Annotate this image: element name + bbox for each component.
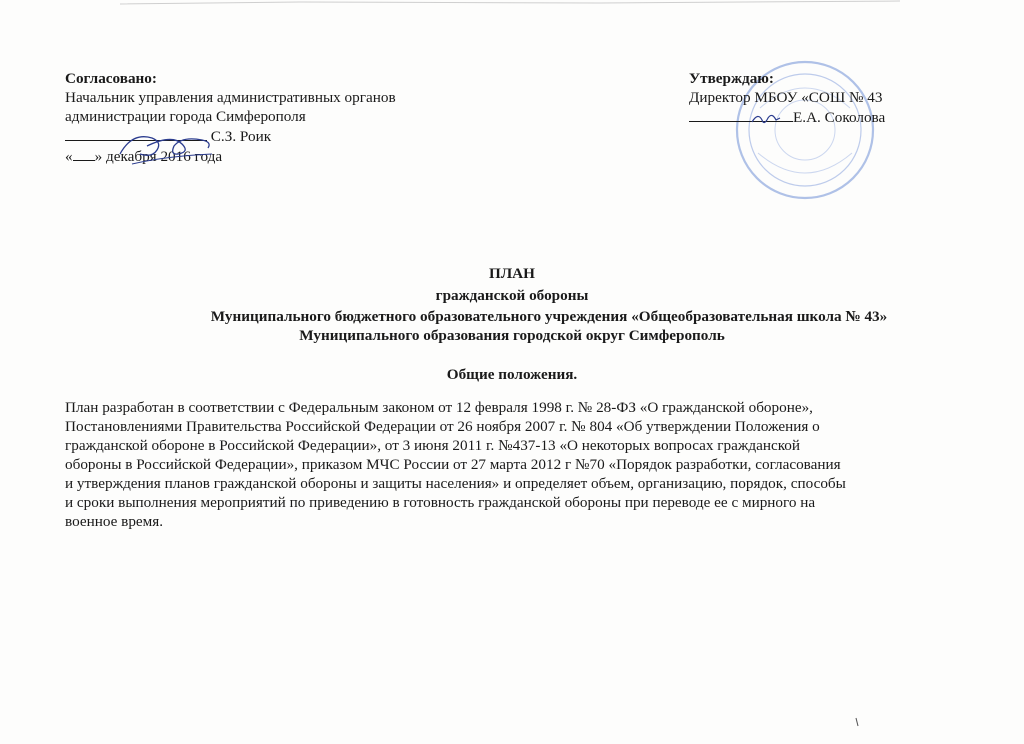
- section-heading: Общие положения.: [446, 366, 578, 383]
- body-line: гражданской обороне в Российской Федерации», от 3 июня 2011 г. №437-13 «О некоторых вопросах гражданской: [65, 437, 801, 454]
- approval-right-signer: Е.А. Соколова: [793, 109, 886, 126]
- body-paragraph: [65, 398, 965, 531]
- approval-left-organization: администрации города Симферополя: [65, 108, 306, 125]
- plan-institution: Муниципального бюджетного образовательного учреждения «Общеобразовательная школа № 43»: [210, 308, 888, 325]
- body-line: и сроки выполнения мероприятий по приведению в готовность гражданской обороны при переводе ее с мирного на: [65, 494, 816, 511]
- date-open-quote: «: [65, 148, 73, 165]
- approval-left-heading: Согласовано:: [65, 70, 157, 87]
- date-month-year: » декабря 2016 года: [94, 148, 223, 165]
- approval-right-heading: Утверждаю:: [689, 70, 774, 87]
- approval-right-position: Директор МБОУ «СОШ № 43: [689, 89, 883, 106]
- approval-left-signature-line: [65, 126, 485, 146]
- body-line: военное время.: [65, 513, 164, 530]
- approval-left-signer: С.З. Роик: [210, 128, 272, 145]
- signature-blank: [689, 107, 793, 122]
- approval-left-block: [65, 69, 485, 166]
- body-line: и утверждения планов гражданской обороны и защиты населения» и определяет объем, организацию, порядок, способы: [65, 475, 846, 492]
- plan-subtitle: гражданской обороны: [435, 287, 589, 304]
- body-line: Постановлениями Правительства Российской Федерации от 26 ноября 2007 г. № 804 «Об утверждении Положения о: [65, 418, 820, 435]
- approval-left-date: [65, 146, 485, 166]
- plan-municipality: Муниципального образования городской округ Симферополь: [299, 327, 725, 344]
- plan-title: ПЛАН: [489, 265, 535, 282]
- body-line: обороны в Российской Федерации», приказом МЧС России от 27 марта 2012 г №70 «Порядок разработки, согласования: [65, 456, 841, 473]
- approval-right-signature-line: [689, 107, 989, 127]
- signature-blank: [65, 126, 207, 141]
- scan-speck: [853, 716, 863, 728]
- approval-right-block: [689, 69, 989, 127]
- scan-edge-artifact: [0, 0, 1024, 6]
- approval-left-position: Начальник управления административных органов: [65, 89, 396, 106]
- body-line: План разработан в соответствии с Федеральным законом от 12 февраля 1998 г. № 28-ФЗ «О гражданской обороне»,: [65, 399, 813, 416]
- date-day-blank: [73, 146, 95, 161]
